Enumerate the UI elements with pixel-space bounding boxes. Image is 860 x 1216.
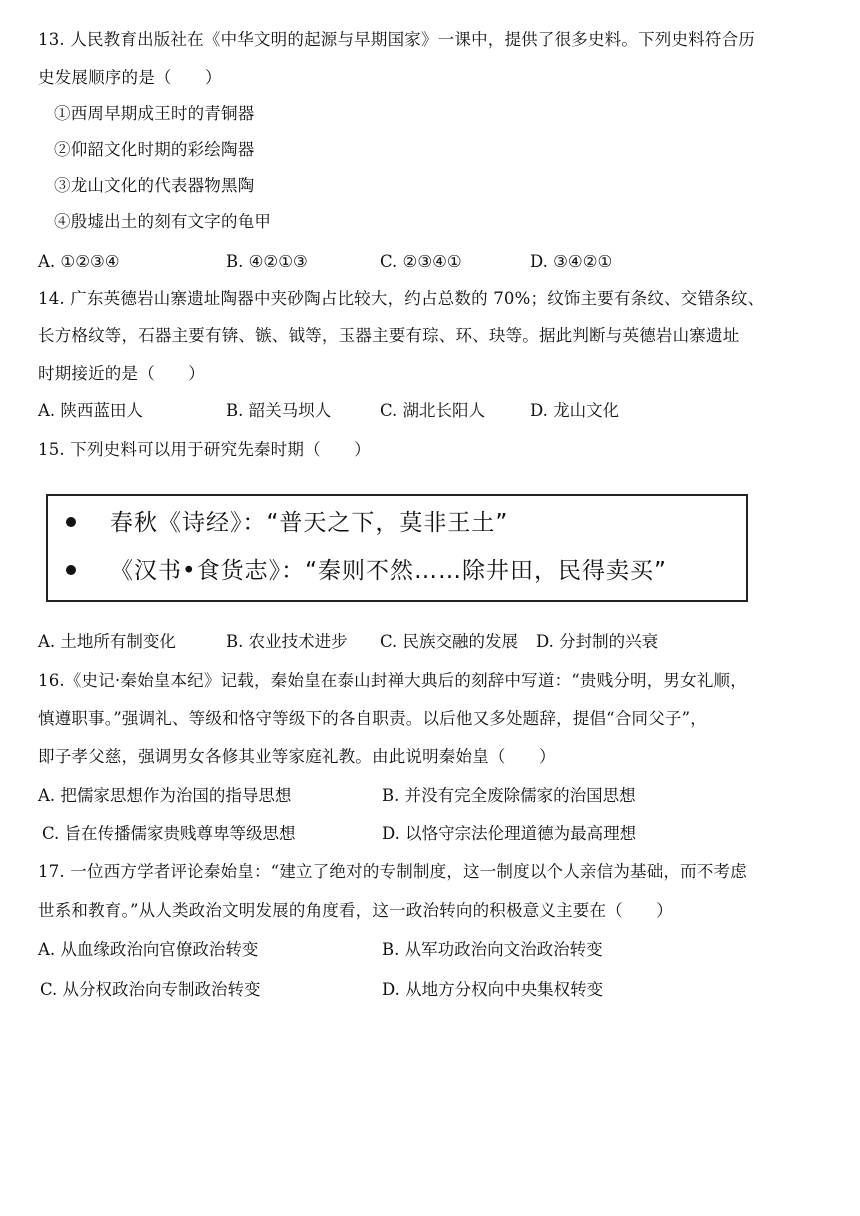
q15-option-b: B. 农业技术进步 (226, 632, 348, 651)
q13-stem-line2: 史发展顺序的是（ ） (38, 68, 222, 87)
q16-stem-line1: 16.《史记·秦始皇本纪》记载，秦始皇在泰山封禅大典后的刻辞中写道：“贵贱分明，男女礼顺， (38, 671, 747, 690)
bullet-icon (66, 565, 76, 575)
q15-option-a: A. 土地所有制变化 (38, 632, 176, 651)
q13-option-d: D. ③④②① (530, 252, 613, 271)
q15-option-d: D. 分封制的兴衰 (536, 632, 659, 651)
q13-item-3: ③龙山文化的代表器物黑陶 (54, 176, 255, 195)
quote-row-2 (66, 557, 667, 585)
q17-option-d: D. 从地方分权向中央集权转变 (382, 980, 604, 999)
q17-option-c: C. 从分权政治向专制政治转变 (40, 980, 261, 999)
source-material-box (46, 494, 748, 602)
q14-stem-line2: 长方格纹等，石器主要有锛、镞、钺等，玉器主要有琮、环、玦等。据此判断与英德岩山寨遗址 (38, 326, 740, 345)
q15-stem: 15. 下列史料可以用于研究先秦时期（ ） (38, 440, 371, 459)
q16-option-c: C. 旨在传播儒家贵贱尊卑等级思想 (42, 824, 296, 843)
q14-stem-line3: 时期接近的是（ ） (38, 364, 205, 383)
q17-option-a: A. 从血缘政治向官僚政治转变 (38, 940, 259, 959)
quote-shijing: 春秋《诗经》：“普天之下，莫非王土” (110, 510, 509, 536)
q14-option-a: A. 陕西蓝田人 (38, 401, 143, 420)
bullet-icon (66, 517, 76, 527)
q15-option-c: C. 民族交融的发展 (380, 632, 519, 651)
q14-option-c: C. 湖北长阳人 (380, 401, 486, 420)
q16-option-a: A. 把儒家思想作为治国的指导思想 (38, 786, 292, 805)
q14-option-d: D. 龙山文化 (530, 401, 620, 420)
q17-stem-line1: 17. 一位西方学者评论秦始皇：“建立了绝对的专制制度，这一制度以个人亲信为基础，而不考虑 (38, 862, 747, 881)
q13-option-b: B. ④②①③ (226, 252, 308, 271)
q17-stem-line2: 世系和教育。”从人类政治文明发展的角度看，这一政治转向的积极意义主要在（ ） (38, 901, 673, 920)
q13-item-4: ④殷墟出土的刻有文字的龟甲 (54, 212, 272, 231)
q14-stem-line1: 14. 广东英德岩山寨遗址陶器中夹砂陶占比较大，约占总数的 70%；纹饰主要有条纹、交错条纹、 (38, 289, 765, 308)
q16-option-d: D. 以恪守宗法伦理道德为最高理想 (382, 824, 637, 843)
q13-item-2: ②仰韶文化时期的彩绘陶器 (54, 140, 255, 159)
q16-option-b: B. 并没有完全废除儒家的治国思想 (382, 786, 636, 805)
quote-row-1 (66, 509, 508, 537)
q13-option-a: A. ①②③④ (38, 252, 120, 271)
q13-option-c: C. ②③④① (380, 252, 462, 271)
q14-option-b: B. 韶关马坝人 (226, 401, 332, 420)
q16-stem-line3: 即子孝父慈，强调男女各修其业等家庭礼教。由此说明秦始皇（ ） (38, 747, 556, 766)
q16-stem-line2: 慎遵职事。”强调礼、等级和恪守等级下的各自职责。以后他又多处题辞，提倡“合同父子”， (38, 709, 707, 728)
q13-stem-line1: 13. 人民教育出版社在《中华文明的起源与早期国家》一课中，提供了很多史料。下列史料符合历 (38, 30, 755, 49)
quote-hanshu: 《汉书•食货志》：“秦则不然……除井田，民得卖买” (110, 558, 667, 584)
q13-item-1: ①西周早期成王时的青铜器 (54, 104, 255, 123)
q17-option-b: B. 从军功政治向文治政治转变 (382, 940, 603, 959)
